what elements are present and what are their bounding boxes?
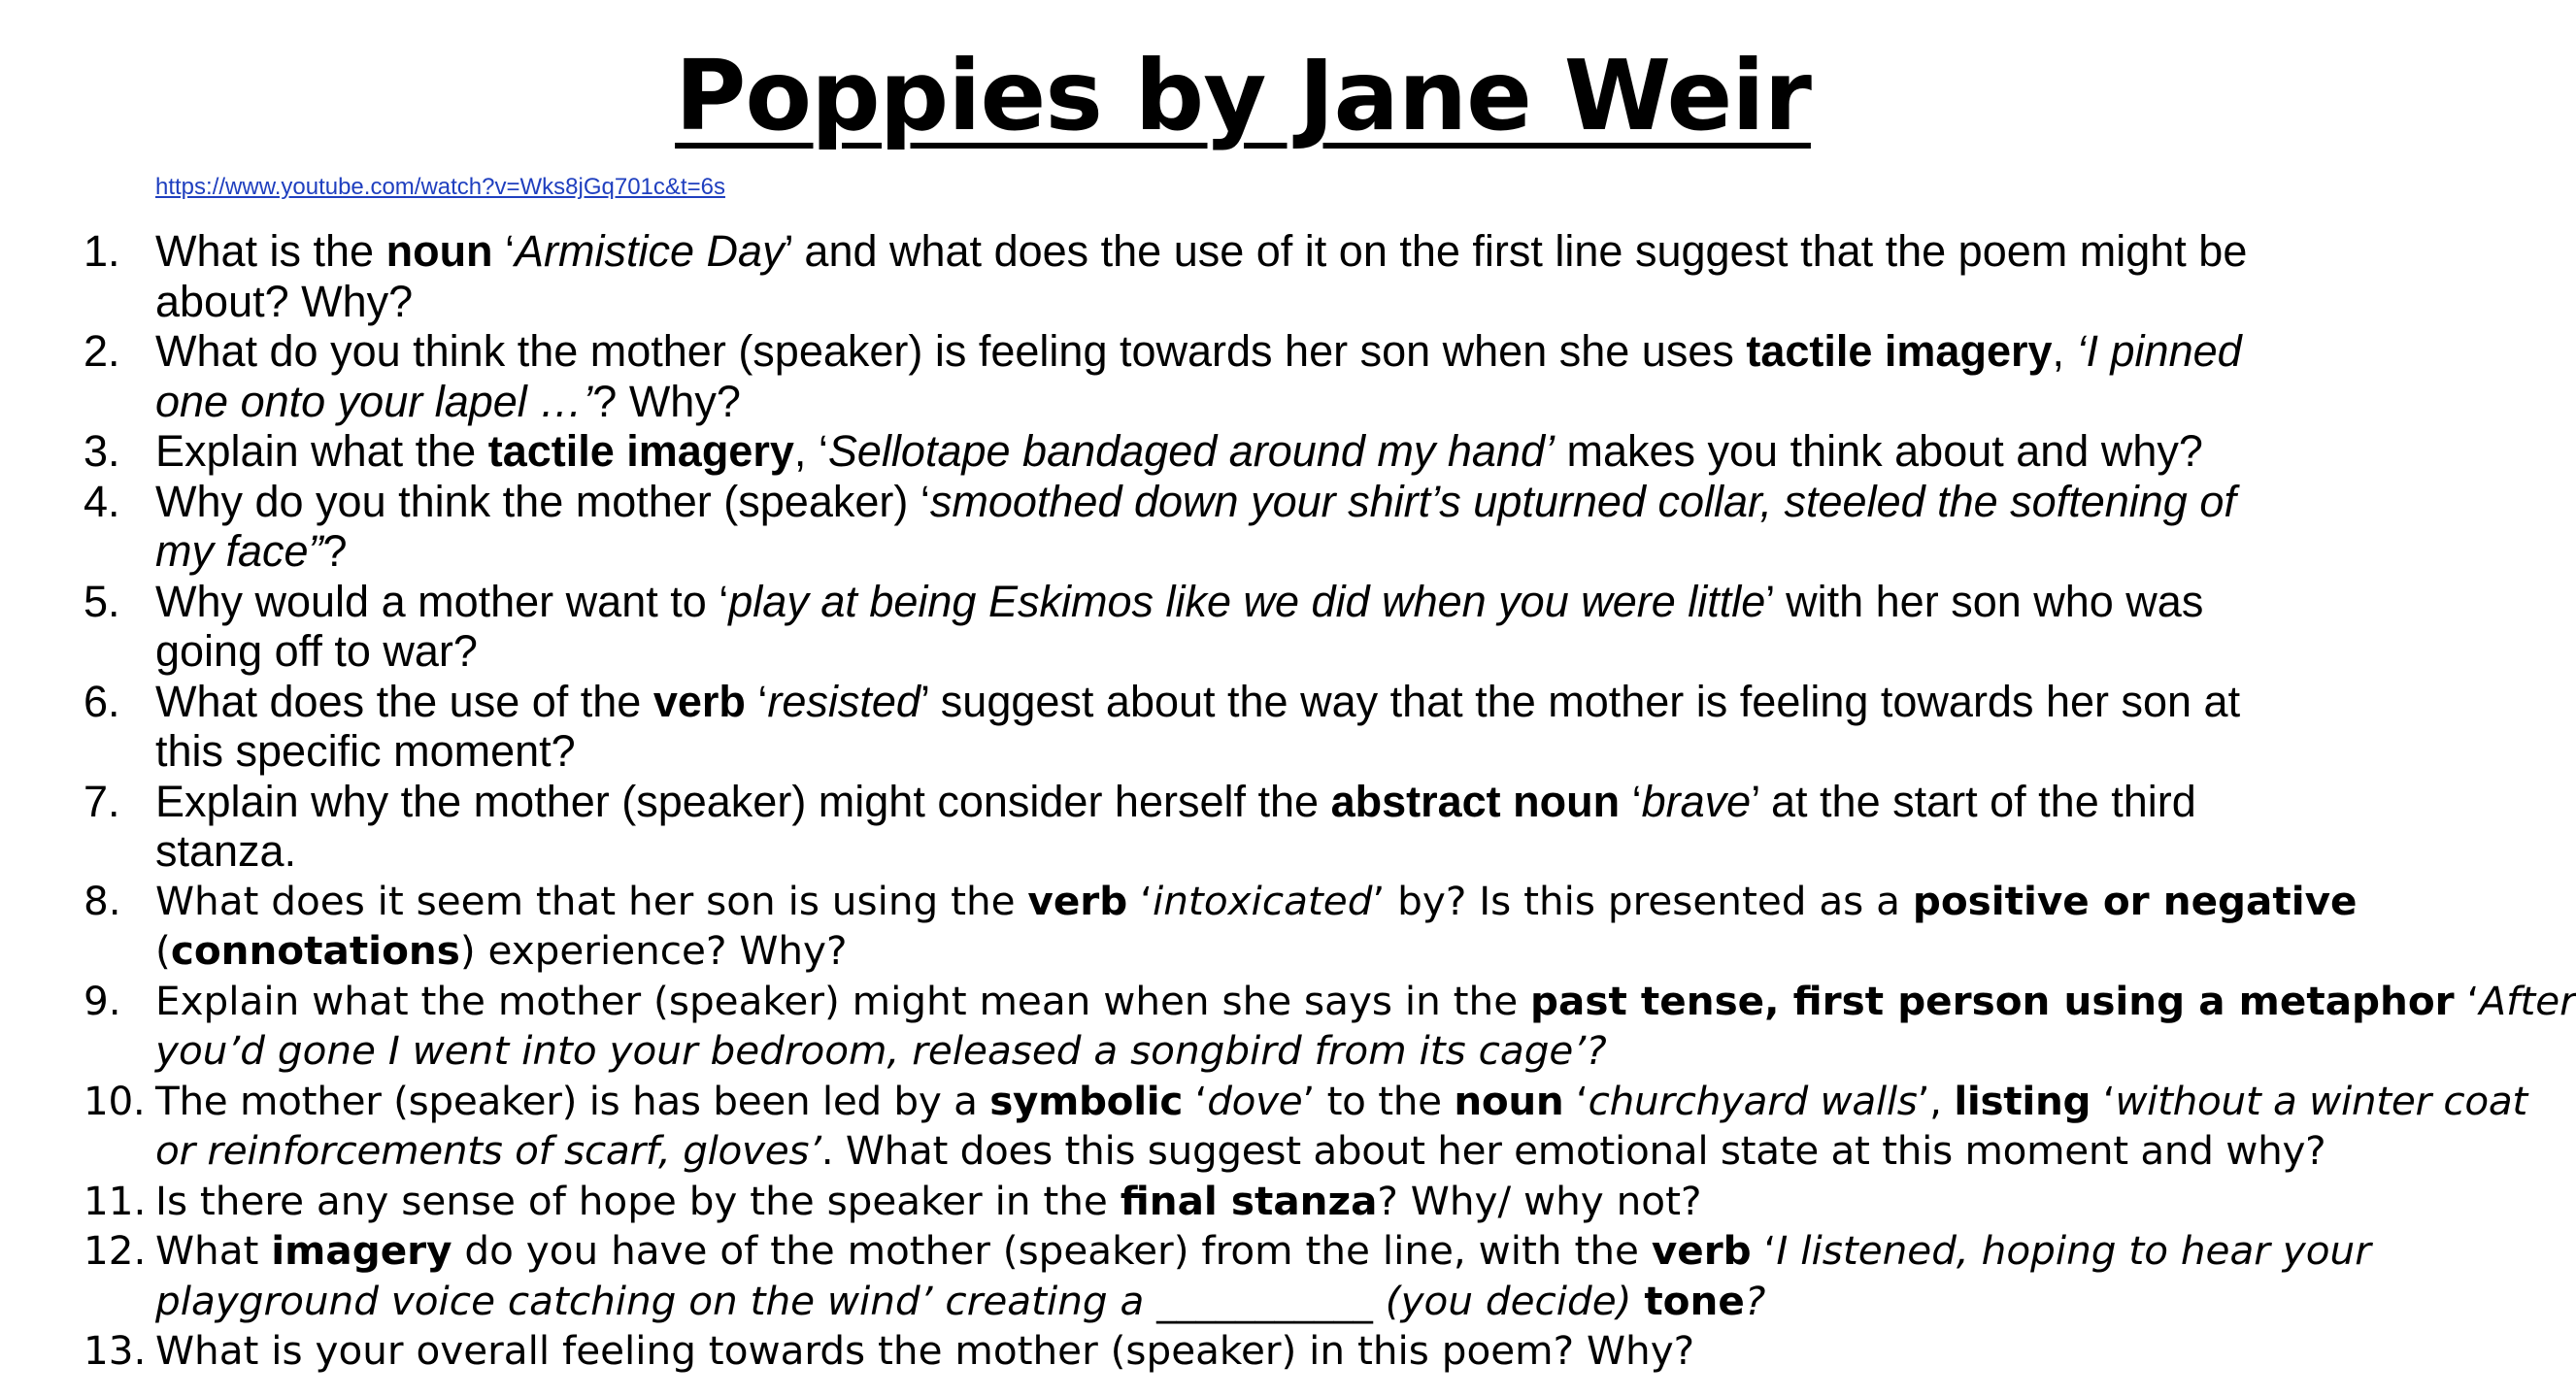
question-text: Why do you think the mother (speaker) ‘ xyxy=(155,476,930,526)
question-line xyxy=(155,1277,2447,1327)
question-line xyxy=(155,1177,2447,1227)
quotation: without a winter coat xyxy=(2115,1077,2527,1124)
quotation: dove xyxy=(1207,1077,1303,1124)
question-text: Is there any sense of hope by the speaker in the xyxy=(155,1177,1121,1224)
question-item xyxy=(0,1326,2486,1377)
question-line xyxy=(155,1077,2527,1127)
key-term: tactile imagery xyxy=(1746,326,2053,376)
question-number: 5. xyxy=(84,576,120,626)
question-line xyxy=(155,577,2447,627)
question-text: What xyxy=(155,1227,272,1274)
question-line xyxy=(155,877,2447,927)
question-number: 11. xyxy=(84,1177,147,1224)
quotation: play at being Eskimos like we did when you were little xyxy=(728,576,1766,626)
question-item xyxy=(0,577,2486,677)
question-line xyxy=(155,526,2447,577)
question-number: 4. xyxy=(84,476,120,526)
question-list xyxy=(0,226,2576,1377)
question-line xyxy=(155,977,2576,1027)
question-text: ’ by? Is this presented as a xyxy=(1372,877,1913,924)
quotation: resisted xyxy=(767,676,920,726)
quotation: I listened, hoping to hear your xyxy=(1776,1227,2371,1274)
quotation: brave xyxy=(1641,776,1752,826)
question-text: ‘ xyxy=(492,226,516,276)
key-term: tactile imagery xyxy=(487,426,794,476)
question-line xyxy=(155,277,2447,327)
page-title xyxy=(0,33,2486,159)
question-line xyxy=(155,226,2447,277)
question-text: ’ suggest about the way that the mother is feeling towards her son at xyxy=(920,676,2241,726)
question-line xyxy=(155,1026,2447,1077)
key-term: noun xyxy=(1454,1077,1564,1124)
question-number: 2. xyxy=(84,326,120,376)
question-line xyxy=(155,926,2447,977)
question-text: What does the use of the xyxy=(155,676,653,726)
question-text: ‘ xyxy=(1127,877,1154,924)
question-line xyxy=(155,426,2447,477)
question-text: ‘ xyxy=(1183,1077,1208,1124)
question-text: The mother (speaker) is has been led by a xyxy=(155,1077,990,1124)
question-number: 12. xyxy=(84,1227,147,1274)
question-text: Explain what the mother (speaker) might mean when she says in the xyxy=(155,977,1531,1024)
quotation: one onto your lapel …’ xyxy=(155,376,593,426)
question-number: 1. xyxy=(84,226,120,276)
question-text: ‘ xyxy=(2091,1077,2116,1124)
question-item xyxy=(0,477,2486,577)
question-line xyxy=(155,677,2447,727)
question-text: ’ to the xyxy=(1302,1077,1455,1124)
key-term: symbolic xyxy=(989,1077,1184,1124)
question-number: 13. xyxy=(84,1327,147,1374)
question-line xyxy=(155,1326,2447,1377)
question-text: ) experience? Why? xyxy=(459,927,848,974)
question-number: 10. xyxy=(84,1077,146,1124)
question-item xyxy=(0,1177,2486,1227)
question-line xyxy=(155,326,2447,377)
quotation: intoxicated xyxy=(1153,877,1373,924)
key-term: abstract noun xyxy=(1330,776,1621,826)
question-line xyxy=(155,626,2447,677)
quotation: or reinforcements of scarf, gloves’ xyxy=(155,1127,821,1174)
question-text: about? Why? xyxy=(155,276,414,326)
question-text: What is your overall feeling towards the mother (speaker) in this poem? Why? xyxy=(155,1327,1695,1374)
question-line xyxy=(155,726,2447,777)
quotation: churchyard walls xyxy=(1588,1077,1918,1124)
question-text: ‘ xyxy=(2454,977,2480,1024)
question-text: ’ at the start of the third xyxy=(1751,776,2196,826)
quotation: smoothed down your shirt’s upturned collar, steeled the softening of xyxy=(929,476,2236,526)
question-text: Explain why the mother (speaker) might consider herself the xyxy=(155,776,1331,826)
question-number: 3. xyxy=(84,426,120,476)
quotation: Sellotape bandaged around my hand’ xyxy=(827,426,1555,476)
question-item xyxy=(0,226,2486,326)
key-term: past tense, first person using a metaphor xyxy=(1530,977,2455,1024)
question-item xyxy=(0,977,2576,1077)
question-number: 8. xyxy=(84,877,121,924)
key-term: verb xyxy=(652,676,746,726)
question-text: this specific moment? xyxy=(155,726,576,776)
question-text: ? Why? xyxy=(592,376,741,426)
question-text: What do you think the mother (speaker) is feeling towards her son when she uses xyxy=(155,326,1747,376)
question-item xyxy=(0,1077,2527,1177)
question-text: Explain what the xyxy=(155,426,488,476)
question-text: ’, xyxy=(1917,1077,1955,1124)
question-text: ‘ xyxy=(1563,1077,1589,1124)
question-text: makes you think about and why? xyxy=(1554,426,2203,476)
question-number: 9. xyxy=(84,977,121,1024)
quotation: After xyxy=(2479,977,2576,1024)
question-item xyxy=(0,326,2486,426)
question-text: ‘ xyxy=(1751,1227,1777,1274)
question-text: , ‘ xyxy=(793,426,828,476)
key-term: verb xyxy=(1027,877,1128,924)
quotation: my face” xyxy=(155,526,323,576)
question-line xyxy=(155,477,2447,527)
key-term: imagery xyxy=(271,1227,452,1274)
question-text: ? xyxy=(322,526,348,576)
key-term: final stanza xyxy=(1120,1177,1378,1224)
quotation: you’d gone I went into your bedroom, released a songbird from its cage’? xyxy=(155,1027,1607,1074)
quotation: playground voice catching on the wind’ creating a ___________ (you decide) xyxy=(155,1277,1645,1324)
question-item xyxy=(0,777,2486,877)
question-item xyxy=(0,677,2486,777)
question-number: 6. xyxy=(84,676,120,726)
question-text: ( xyxy=(155,927,171,974)
question-line xyxy=(155,377,2447,427)
question-text: What does it seem that her son is using the xyxy=(155,877,1028,924)
page-title-text: Poppies by Jane Weir xyxy=(675,39,1811,152)
question-text: going off to war? xyxy=(155,626,478,676)
question-item xyxy=(0,426,2486,477)
question-line xyxy=(155,1226,2447,1277)
key-term: verb xyxy=(1651,1227,1752,1274)
key-term: noun xyxy=(385,226,493,276)
question-text: ’ and what does the use of it on the first line suggest that the poem might be xyxy=(784,226,2248,276)
video-link[interactable]: https://www.youtube.com/watch?v=Wks8jGq701c&t=6s xyxy=(155,174,725,200)
key-term: listing xyxy=(1954,1077,2091,1124)
question-line xyxy=(155,777,2447,827)
question-text: , xyxy=(2052,326,2077,376)
question-line xyxy=(155,1126,2447,1177)
question-text: Why would a mother want to ‘ xyxy=(155,576,729,626)
key-term: connotations xyxy=(170,927,460,974)
question-text: ’ with her son who was xyxy=(1765,576,2204,626)
quotation: ‘I pinned xyxy=(2076,326,2242,376)
question-item xyxy=(0,1226,2486,1326)
key-term: positive or negative xyxy=(1912,877,2358,924)
question-text: ‘ xyxy=(1620,776,1642,826)
quotation: Armistice Day xyxy=(515,226,785,276)
question-line xyxy=(155,826,2447,877)
question-number: 7. xyxy=(84,776,120,826)
key-term: tone xyxy=(1644,1277,1745,1324)
question-text: What is the xyxy=(155,226,386,276)
question-text: stanza. xyxy=(155,826,297,876)
quotation: ? xyxy=(1744,1277,1766,1324)
question-text: . What does this suggest about her emotional state at this moment and why? xyxy=(820,1127,2326,1174)
question-text: do you have of the mother (speaker) from the line, with the xyxy=(452,1227,1652,1274)
question-text: ? Why/ why not? xyxy=(1377,1177,1702,1224)
question-item xyxy=(0,877,2486,977)
question-text: ‘ xyxy=(745,676,768,726)
